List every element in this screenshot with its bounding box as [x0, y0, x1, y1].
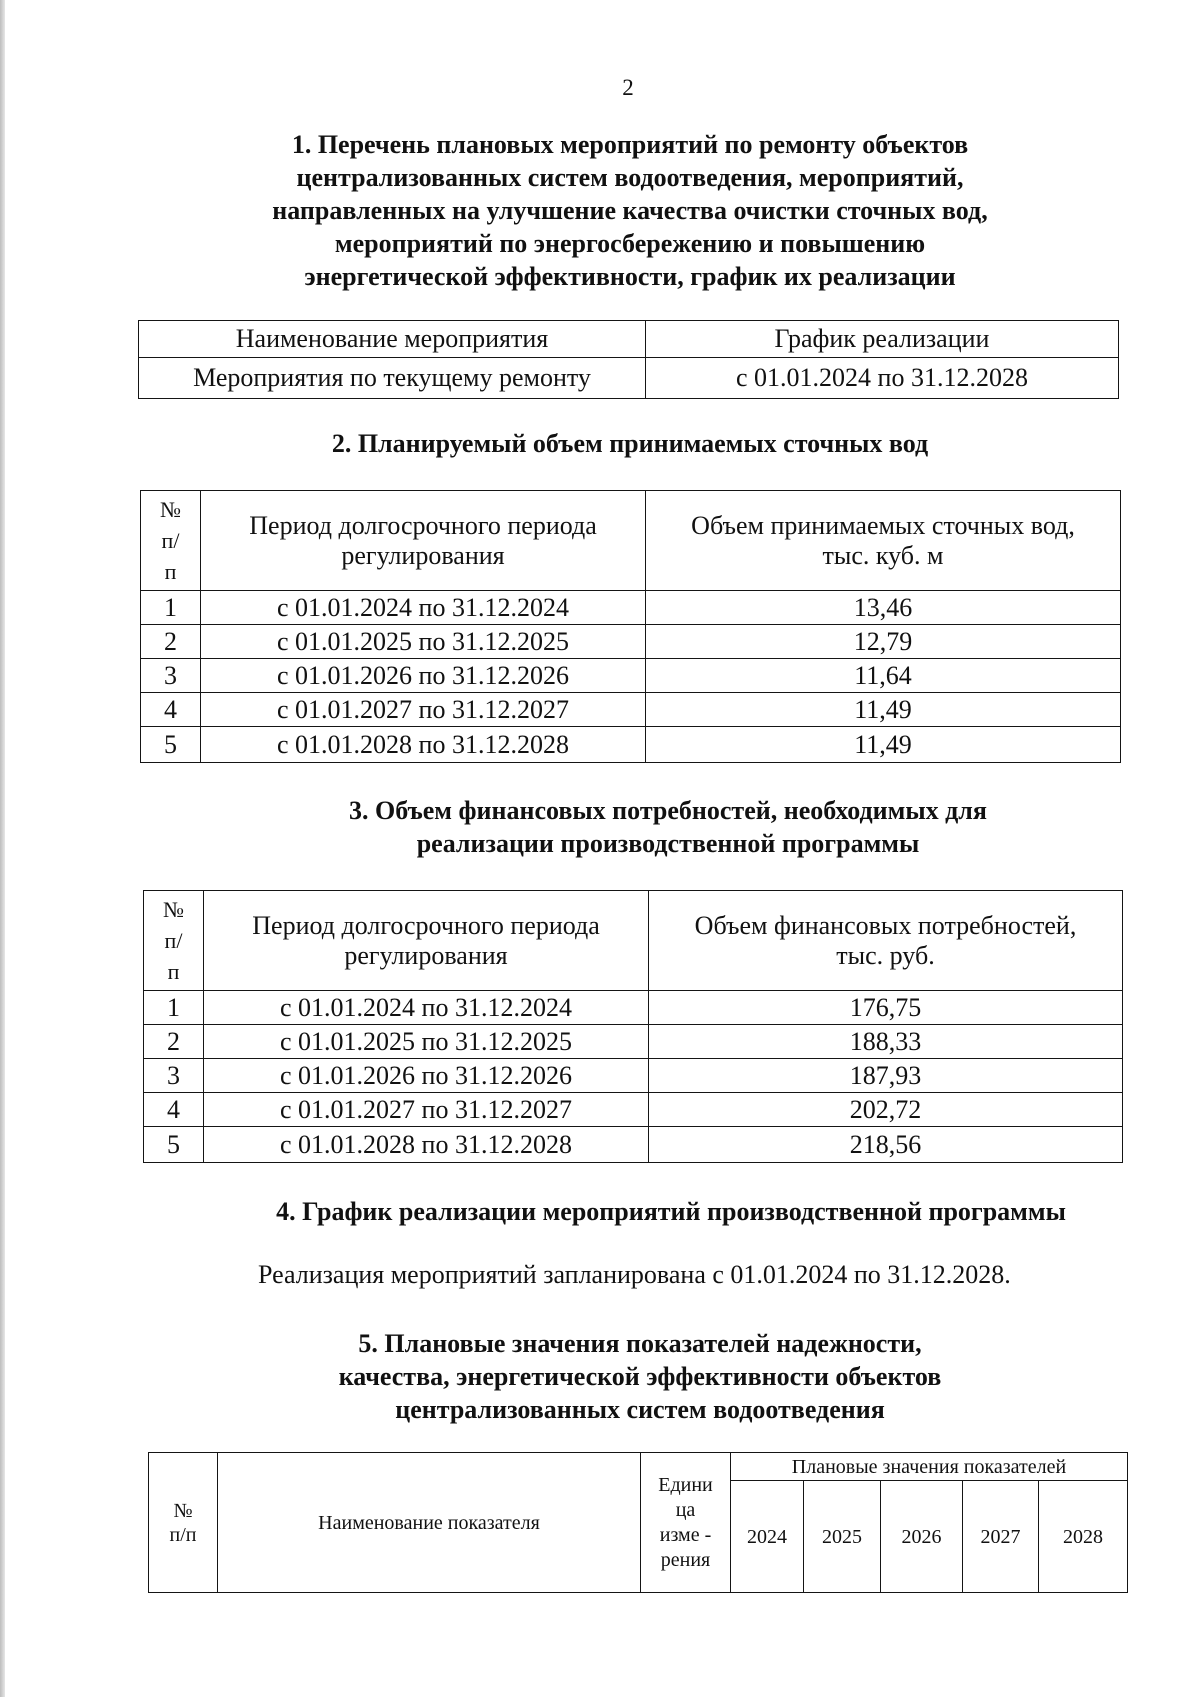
cell-number: 2 [141, 625, 201, 659]
section-5-table [148, 1452, 1128, 1593]
table-row [144, 1093, 1123, 1127]
cell-number: 4 [144, 1093, 204, 1127]
header-number-line: п/ [161, 528, 180, 553]
header-cell-number [144, 891, 204, 991]
cell-period: с 01.01.2028 по 31.12.2028 [201, 727, 646, 763]
cell-number: 1 [144, 991, 204, 1025]
header-financial-line: Объем финансовых потребностей, [694, 910, 1077, 940]
header-cell-period [201, 491, 646, 591]
cell-schedule: с 01.01.2024 по 31.12.2028 [646, 358, 1119, 399]
section-4-heading: 4. График реализации мероприятий производственной программы [276, 1197, 1066, 1226]
cell-period: с 01.01.2028 по 31.12.2028 [204, 1127, 649, 1163]
cell-period: с 01.01.2025 по 31.12.2025 [201, 625, 646, 659]
cell-financial-needs: 188,33 [649, 1025, 1123, 1059]
table-row [144, 1127, 1123, 1163]
cell-period: с 01.01.2027 по 31.12.2027 [204, 1093, 649, 1127]
cell-volume: 11,64 [646, 659, 1121, 693]
section-3-heading-line-2: реализации производственной программы [416, 829, 920, 858]
header-cell-schedule: График реализации [646, 321, 1119, 358]
table-row [144, 1025, 1123, 1059]
header-number-line: № [173, 1499, 193, 1522]
cell-financial-needs: 218,56 [649, 1127, 1123, 1163]
section-1-heading-line-4: мероприятий по энергосбережению и повышению [334, 229, 926, 258]
section-2-table [140, 490, 1121, 763]
section-3-heading-line-1: 3. Объем финансовых потребностей, необходимых для [349, 796, 987, 825]
table-row [139, 358, 1119, 399]
header-period-line: Период долгосрочного периода [252, 910, 600, 940]
cell-number: 2 [144, 1025, 204, 1059]
header-cell-year-2027: 2027 [963, 1481, 1039, 1593]
section-1-heading-line-1: 1. Перечень плановых мероприятий по ремонту объектов [291, 130, 969, 159]
cell-period: с 01.01.2024 по 31.12.2024 [204, 991, 649, 1025]
header-cell-financial-needs [649, 891, 1123, 991]
header-cell-indicator-name: Наименование показателя [218, 1453, 641, 1593]
cell-number: 3 [144, 1059, 204, 1093]
table-header-row [149, 1453, 1128, 1481]
page-number: 2 [622, 75, 634, 100]
section-1-heading-line-5: энергетической эффективности, график их реализации [304, 262, 956, 291]
cell-number: 4 [141, 693, 201, 727]
header-cell-volume [646, 491, 1121, 591]
table-row [141, 659, 1121, 693]
cell-number: 5 [144, 1127, 204, 1163]
cell-period: с 01.01.2025 по 31.12.2025 [204, 1025, 649, 1059]
header-number-line: п/ [164, 928, 183, 953]
header-number-line: № [160, 497, 181, 522]
section-1-heading-line-2: централизованных систем водоотведения, мероприятий, [296, 163, 964, 192]
header-number-line: п [164, 559, 177, 584]
header-cell-number [149, 1453, 218, 1593]
header-number-line: п/п [169, 1523, 197, 1546]
section-4-text: Реализация мероприятий запланирована с 01.01.2024 по 31.12.2028. [258, 1260, 1011, 1289]
cell-financial-needs: 187,93 [649, 1059, 1123, 1093]
header-cell-planned-values: Плановые значения показателей [731, 1453, 1128, 1481]
header-volume-line: Объем принимаемых сточных вод, [691, 510, 1075, 540]
cell-period: с 01.01.2027 по 31.12.2027 [201, 693, 646, 727]
header-cell-activity-name: Наименование мероприятия [139, 321, 646, 358]
table-header-row [141, 491, 1121, 591]
cell-activity-name: Мероприятия по текущему ремонту [139, 358, 646, 399]
cell-volume: 11,49 [646, 693, 1121, 727]
header-period-line: регулирования [344, 940, 508, 970]
cell-volume: 11,49 [646, 727, 1121, 763]
header-cell-unit [641, 1453, 731, 1593]
header-number-line: п [167, 959, 180, 984]
cell-number: 1 [141, 591, 201, 625]
table-row [141, 625, 1121, 659]
header-cell-year-2028: 2028 [1039, 1481, 1128, 1593]
table-header-row [139, 321, 1119, 358]
section-3-table [143, 890, 1123, 1163]
section-5-heading-line-3: централизованных систем водоотведения [395, 1395, 885, 1424]
cell-period: с 01.01.2026 по 31.12.2026 [204, 1059, 649, 1093]
header-period-line: Период долгосрочного периода [249, 510, 597, 540]
scan-edge-shadow [0, 0, 5, 1697]
cell-period: с 01.01.2024 по 31.12.2024 [201, 591, 646, 625]
cell-number: 5 [141, 727, 201, 763]
section-3-heading [168, 794, 1168, 860]
header-cell-year-2024: 2024 [731, 1481, 804, 1593]
cell-number: 3 [141, 659, 201, 693]
cell-financial-needs: 176,75 [649, 991, 1123, 1025]
section-1-heading [130, 128, 1130, 293]
table-row [144, 991, 1123, 1025]
header-unit-line: Едини [658, 1473, 713, 1496]
table-row [141, 591, 1121, 625]
header-volume-line: тыс. куб. м [822, 540, 944, 570]
section-1-heading-line-3: направленных на улучшение качества очистки сточных вод, [272, 196, 988, 225]
header-period-line: регулирования [341, 540, 505, 570]
table-row [141, 727, 1121, 763]
section-5-heading-line-1: 5. Плановые значения показателей надежности, [358, 1329, 922, 1358]
cell-volume: 13,46 [646, 591, 1121, 625]
header-unit-line: рения [660, 1548, 711, 1571]
header-cell-year-2026: 2026 [881, 1481, 963, 1593]
section-1-table [138, 320, 1119, 399]
cell-period: с 01.01.2026 по 31.12.2026 [201, 659, 646, 693]
header-unit-line: ца [675, 1498, 696, 1521]
cell-financial-needs: 202,72 [649, 1093, 1123, 1127]
header-cell-year-2025: 2025 [804, 1481, 881, 1593]
table-row [144, 1059, 1123, 1093]
cell-volume: 12,79 [646, 625, 1121, 659]
header-cell-number [141, 491, 201, 591]
table-header-row [144, 891, 1123, 991]
section-2-heading: 2. Планируемый объем принимаемых сточных вод [331, 429, 929, 458]
header-unit-line: изме - [659, 1523, 712, 1546]
header-financial-line: тыс. руб. [836, 940, 935, 970]
section-5-heading [140, 1327, 1140, 1426]
header-number-line: № [163, 897, 184, 922]
table-row [141, 693, 1121, 727]
section-5-heading-line-2: качества, энергетической эффективности объектов [338, 1362, 942, 1391]
header-cell-period [204, 891, 649, 991]
